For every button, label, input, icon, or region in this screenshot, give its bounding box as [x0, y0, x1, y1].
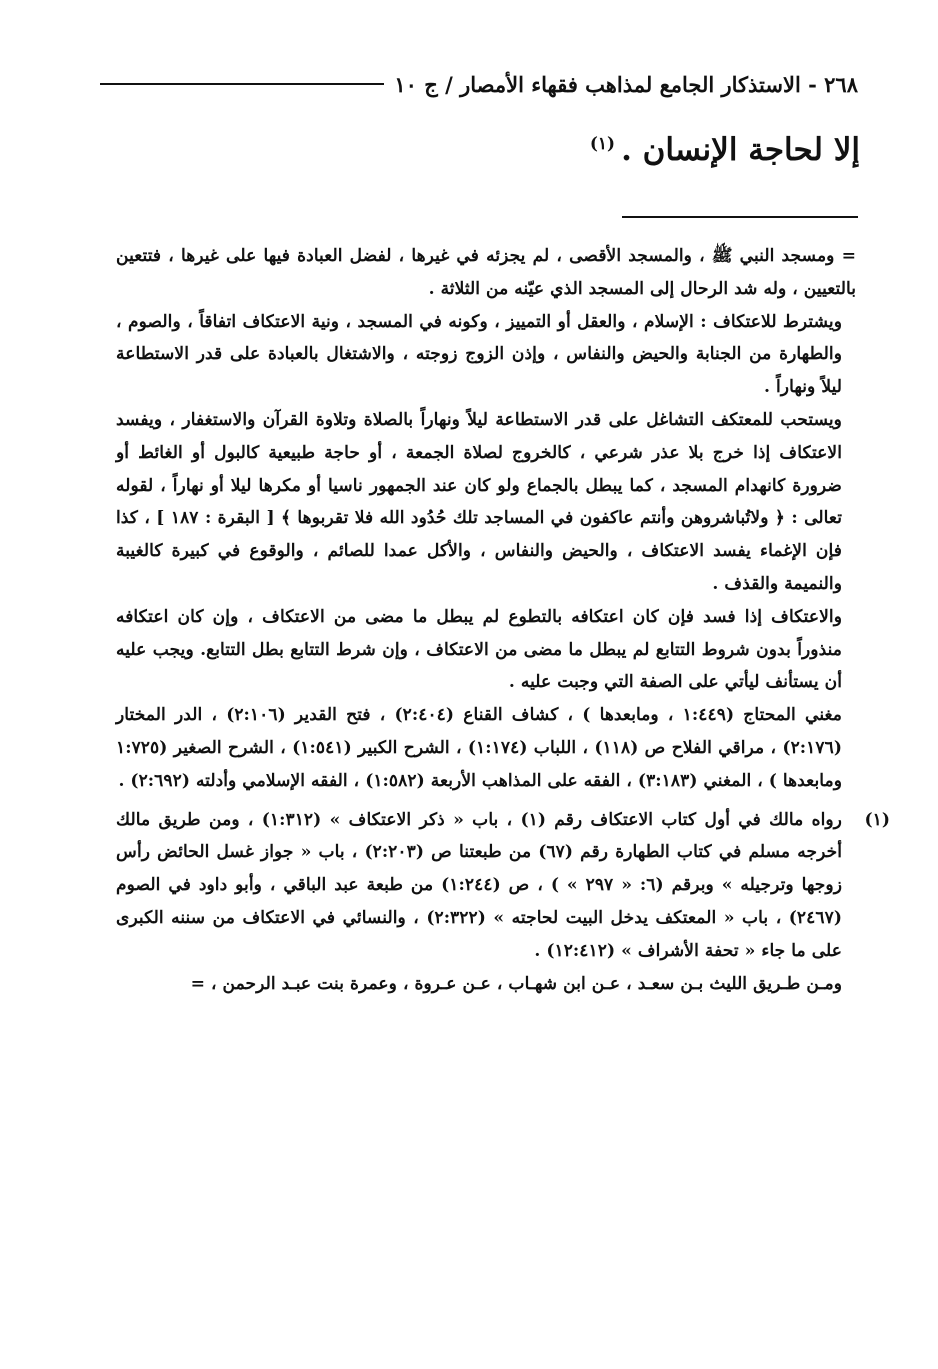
footnote-number: (١)	[864, 809, 890, 830]
header-rule	[100, 83, 384, 85]
note-paragraph-2: ويشترط للاعتكاف : الإسلام ، والعقل أو التمييز ، وكونه في المسجد ، ونية الاعتكاف اتفاقاً ، والصوم ، والطهارة من الجنابة والحيض والنفاس ، وإذن الزوج زوجته ، والاشتغال بالعبادة على قدر الاستطاعة ليلاً ونهاراً .	[116, 311, 842, 398]
footnotes	[116, 240, 890, 1000]
footnote-separator	[622, 216, 858, 218]
footnote-1	[116, 804, 890, 968]
footnote-body: رواه مالك في أول كتاب الاعتكاف رقم (١) ، باب « ذكر الاعتكاف » (١:٣١٢) ، ومن طريق مالك أخرجه مسلم في كتاب الطهارة رقم (٦٧) من طبعتنا ص (٢:٢٠٣) ، باب « جواز غسل الحائض رأس زوجها وترجيله » وبرقم (٦: « ٢٩٧ » ) ، ص (١:٢٤٤) من طبعة عبد الباقي ، وأبو داود في الصوم (٢٤٦٧) ، باب « المعتكف يدخل البيت لحاجته » (٢:٣٢٢) ، والنسائي في الاعتكاف من سننه الكبرى على ما جاء « تحفة الأشراف » (١٢:٤١٢) .	[116, 809, 842, 961]
note-paragraph-1: = ومسجد النبي ﷺ ، والمسجد الأقصى ، لم يجزئه في غيرها ، لفضل العبادة فيها على غيرها ، فتتعين بالتعيين ، وله شد الرحال إلى المسجد الذي عيّنه من الثلاثة .	[116, 246, 856, 299]
note-paragraph-6: ومـن طـريق الليث بـن سعـد ، عـن ابن شهـاب ، عـن عـروة ، وعمرة بنت عبـد الرحمن ، =	[190, 973, 842, 994]
note-paragraph-5: مغني المحتاج (١:٤٤٩ ، ومابعدها ) ، كشاف القناع (٢:٤٠٤) ، فتح القدير (٢:١٠٦) ، الدر المختار (٢:١٧٦) ، مراقي الفلاح ص (١١٨) ، اللباب (١:١٧٤) ، الشرح الكبير (١:٥٤١) ، الشرح الصغير (١:٧٢٥ ومابعدها ) ، المغني (٣:١٨٣) ، الفقه على المذاهب الأربعة (١:٥٨٢) ، الفقه الإسلامي وأدلته (٢:٦٩٢) .	[116, 705, 843, 791]
main-text-line	[590, 132, 860, 168]
note-paragraph-3: ويستحب للمعتكف التشاغل على قدر الاستطاعة ليلاً ونهاراً بالصلاة وتلاوة القرآن والاستغفار ، ويفسد الاعتكاف إذا خرج بلا عذر شرعي ، كالخروج لصلاة الجمعة ، أو حاجة طبيعية كالبول أو الغائط أو ضرورة كانهدام المسجد ، كما يبطل بالجماع ولو كان عند الجمهور ناسيا أو مكرها ليلا أو نهاراً ، لقوله تعالى : ﴿ ولاتُباشروهن وأنتم عاكفون في المساجد تلك حُدُود الله فلا تقربوها ﴾ [ البقرة : ١٨٧ ] ، كذا فإن الإغماء يفسد الاعتكاف ، والحيض والنفاس ، والأكل عمدا للصائم ، والوقوع في كبيرة كالغيبة والنميمة والقذف .	[116, 409, 842, 594]
main-text: إلا لحاجة الإنسان .	[621, 132, 860, 168]
footnote-marker: (١)	[589, 133, 616, 154]
header-title: ٢٦٨ - الاستذكار الجامع لمذاهب فقهاء الأمصار / ج ١٠	[394, 71, 858, 97]
note-paragraph-4: والاعتكاف إذا فسد فإن كان اعتكافه بالتطوع لم يبطل ما مضى من الاعتكاف ، وإن كان اعتكافه منذوراً بدون شروط التتابع لم يبطل ما مضى من الاعتكاف ، وإن شرط التتابع بطل التتابع. ويجب عليه أن يستأنف ليأتي على الصفة التي وجبت عليه .	[116, 606, 842, 693]
running-header	[100, 62, 858, 106]
